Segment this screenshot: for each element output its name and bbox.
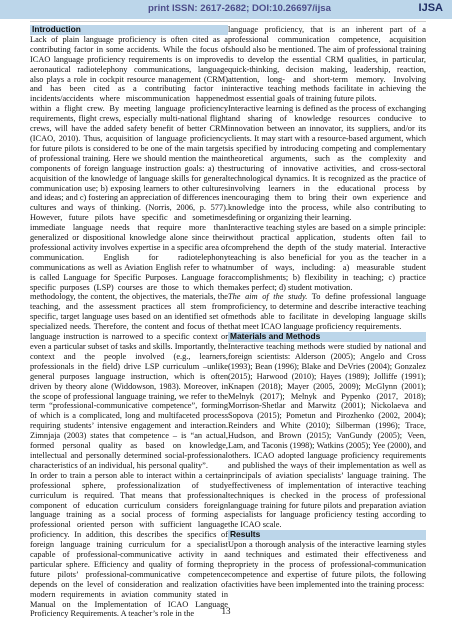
section-heading-introduction: Introduction <box>30 25 228 35</box>
page-number: 13 <box>221 606 231 616</box>
methods-paragraph: Interactive teaching methods were studied by national and foreign scientists: Alderson (2005); Angelo and Cross (1993); Bean (1996); Blake and DeVries (2004); Gonzalez (2015); Harwood (2010); Hayes (1989); Jolliffe (1991); Knapen (2018); Mayer (2005, 2009); McGlynn (2001); Melnyk (2017); Melnyk and Pypenko (2017, 2018); Morrison-Shetlar and Marwitz (2001); Nickolaeva and Sopova (2015); Pometun and Pirozhenko (2002, 2004); Reinders and White (2010); Silberman (1996); Trace, Hudson, and Brown (2015); VanGundy (2005); Veen, Lam, and Taconis (1998); Watkins (2005); Yee (2000), and others. ICAO adopted language proficiency requirements and published the ways of their implementation as well as principals of aviation specialists’ language training. The effectiveness of implementation of interactive teaching techniques is checked in the process of professional language training for future pilots and preparation aviation specialists for language proficiency testing according to the ICAO scale. <box>228 342 426 530</box>
left-column <box>30 25 228 619</box>
aim-text: To define professional language proficiency, to determine and describe interactive teaching methods able to facilitate in developing language skills that meet ICAO language proficiency requirements. <box>228 292 427 332</box>
introduction-paragraph-2: In order to train a person able to interact within a certain professional sphere, professionalization of study curriculum is required. That means that professional component of education curriculum considers foreign language training as a social process of forming a professional oriented person with sufficient language proficiency. In addition, this describes the specifics of foreign language training curriculum for a specialist capable of professional-communicative activity in a particular sphere. Efficiency and quality of forming the future pilots’ professional-communicative competence depends on the level of consideration and realization of modern requirements in aviation community stated in Manual on the Implementation of ICAO Language Proficiency Requirements. A teacher’s role in the <box>30 470 228 619</box>
issn-doi-text: print ISSN: 2617-2682; DOI:10.26697/ijsa <box>148 3 331 14</box>
aim-paragraph <box>228 292 426 332</box>
section-heading-results: Results <box>228 530 426 540</box>
section-heading-materials-methods: Materials and Methods <box>228 332 426 342</box>
journal-name: IJSA <box>418 2 443 14</box>
introduction-paragraph-1: Lack of plain language proficiency is often cited as a contributing factor in some accidents. While the focus of ICAO language proficiency requirements is on improved aeronautical radiotelephony communications, language also plays a role in cockpit resource management (CRM) and has been cited as a contributing factor in incidents/accidents where miscommunication happened within a flight crew. By meeting language proficiency requirements, flight crews, especially multi-national flight crews, will have the added safety benefit of better CRM (ICAO, 2010). Thus, acquisition of language proficiency for future pilots is considered to be one of the main targets of professional training. Here we should mention the main components of foreign language instruction goals: a) the acquisition of the knowledge of language skills for general communication use; b) exposing learners to other cultures and ideas; and c) fostering an appreciation of differences in cultures and ways of thinking. (Norris, 2006, p. 577). However, future pilots have specific and sometimes immediate language needs that require more than generalized or dispositional knowledge alone since their professional activity involves expertise in a specific area of communication. English for radiotelephony communications as well as Aviation English refer to what is called Language for Specific Purposes. Language for specific purposes (LSP) courses are those to which the methodology, the content, the objectives, the materials, the teaching, and the assessment practices all stem from specific, target language uses based on an identified set of specialized needs. Therefore, the content and focus of the language instruction is narrowed to a specific context or even a particular subset of tasks and skills. Importantly, the context and the people involved (e.g., learners, professionals in the field) drive LSP curriculum –unlike general purposes language instruction, which is often driven by theory alone (Widdowson, 1983). Moreover, in the scope of professional language training, we refer to the term “professional-communicative competence”, forming of which is a complicated, long and multifaceted process requiring students’ intensive engagement and interaction. Zimnjaja (2003) states that competence – is “an actual, formed personal quality as based on knowledge, intellectual and personally determined social-professional characteristics of an individual, his personal quality”. <box>30 34 228 470</box>
journal-header-bar <box>0 0 452 19</box>
right-paragraph-2: Interactive learning is defined as the process of exchanging and sharing of knowledge resources conducive to innovation between an innovator, its suppliers, and/or its clients. It may start with a resource-based argument, which is specified by introducing competing and complementary theoretical arguments, such as the complexity and structuring of innovative activities, and cross-sectoral technological dynamics. It is recognized as the practice of involving learners in the educational process by encouraging them to bring their own experience and knowledge into the process, while also contributing to defining or organizing their learning. <box>228 104 426 223</box>
header-divider <box>30 21 426 22</box>
aim-lead: The aim of the study. <box>228 292 308 302</box>
right-paragraph-3: Interactive teaching styles are based on a simple principle: without practical application, students often fail to comprehend the depth of the study material. Interactive teaching is also beneficial for you as the teacher in a number of ways, including: a) measurable student accomplishments; b) flexibility in teaching; c) practice makes perfect; d) student motivation. <box>228 223 426 292</box>
right-paragraph-1: language proficiency, that is an inherent part of a professional communication competence, acquisition should also be mentioned. The aim of professional training is to develop the essential CRM qualities, in particular, quick-thinking, decision making, leadership, reaction, attention, long- and short-term memory. Involving interactive teaching methods facilitate in achieving the most essential goals of training future pilots. <box>228 25 426 104</box>
results-paragraph: Upon a thorough analysis of the interactive learning styles and techniques and estimated their effectiveness and propriety in the process of professional-communication competence and expertise of future pilots, the following activities have been implemented into the training process: <box>228 540 426 589</box>
right-column <box>228 25 426 590</box>
